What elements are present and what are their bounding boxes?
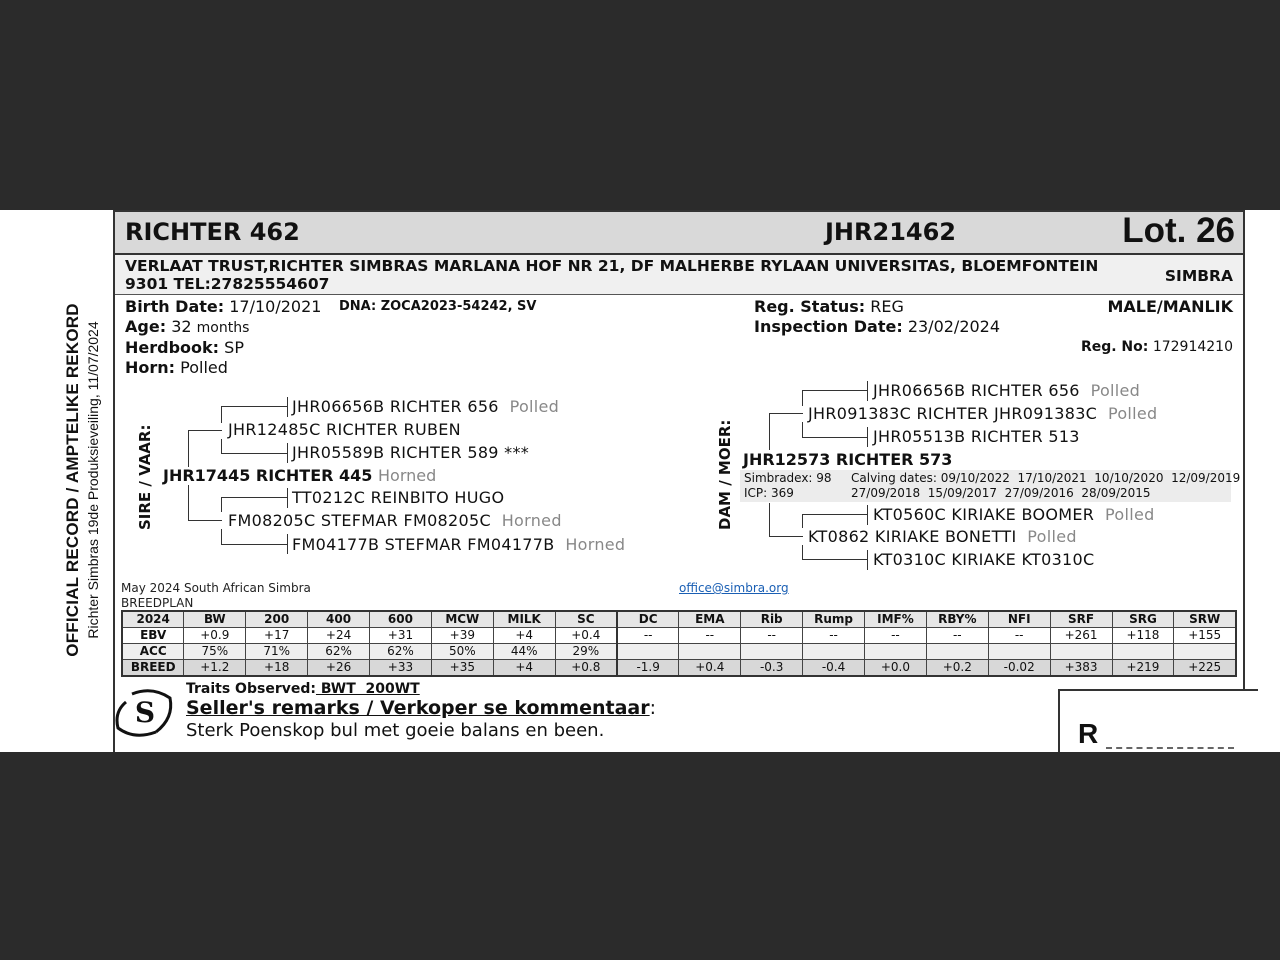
pedigree-line — [802, 390, 803, 406]
sire-dam: FM08205C STEFMAR FM08205C Horned — [228, 511, 562, 530]
birth-date-row: Birth Date: 17/10/2021 — [125, 297, 322, 316]
ebv-column-header: EMA — [679, 611, 741, 628]
ebv-cell: +0.4 — [555, 628, 617, 644]
calving-dates-line1: Calving dates: 09/10/2022 17/10/2021 10/10/2020 12/09/2019 — [851, 471, 1241, 485]
age-row: Age: 32 months — [125, 317, 250, 336]
pedigree-line — [802, 514, 868, 515]
ebv-row-acc — [122, 644, 1236, 660]
ebv-column-header: Rump — [803, 611, 865, 628]
ebv-column-header: SRG — [1112, 611, 1174, 628]
pedigree-line — [188, 485, 189, 521]
ebv-column-header: IMF% — [865, 611, 927, 628]
ebv-cell — [803, 644, 865, 660]
reg-status-row: Reg. Status: REG — [754, 297, 904, 316]
lot-number: Lot. 26 — [1122, 211, 1235, 250]
reg-status: REG — [870, 297, 904, 316]
auction-subtitle: Richter Simbras 19de Produksieveiling, 11/07/2024 — [85, 321, 101, 639]
pedigree-line — [221, 497, 287, 498]
ebv-cell: +24 — [308, 628, 370, 644]
contact-email-link[interactable]: office@simbra.org — [679, 581, 789, 595]
ebv-cell: +219 — [1112, 660, 1174, 677]
dam-performance-box — [740, 470, 1241, 502]
details-right — [754, 297, 1000, 337]
ebv-cell: +18 — [246, 660, 308, 677]
remarks-heading: Seller's remarks / Verkoper se kommentaar: — [186, 697, 657, 719]
dam-sire-dam: JHR05513B RICHTER 513 — [873, 427, 1080, 446]
ebv-cell: +261 — [1050, 628, 1112, 644]
animal-name: RICHTER 462 — [125, 218, 300, 246]
ebv-cell: -- — [679, 628, 741, 644]
ebv-cell: -- — [865, 628, 927, 644]
age-unit: months — [196, 320, 250, 336]
ebv-cell: 29% — [555, 644, 617, 660]
pedigree-line — [287, 488, 288, 508]
simbra-logo-icon — [112, 684, 178, 740]
ebv-cell: +0.9 — [184, 628, 246, 644]
pedigree-line — [221, 439, 222, 453]
pedigree-line — [769, 536, 803, 537]
dam-dam-sire: KT0560C KIRIAKE BOOMER Polled — [873, 505, 1155, 524]
ebv-row-label: ACC — [122, 644, 184, 660]
side-caption — [52, 300, 112, 660]
lot-header — [115, 212, 1243, 255]
pedigree-line — [867, 381, 868, 401]
pedigree-line — [188, 520, 222, 521]
pedigree-line — [802, 437, 868, 438]
ebv-cell: +0.8 — [555, 660, 617, 677]
ebv-cell: -0.3 — [741, 660, 803, 677]
pedigree-line — [221, 453, 287, 454]
ebv-cell: +0.0 — [865, 660, 927, 677]
ebv-cell: +35 — [431, 660, 493, 677]
ebv-row-label: EBV — [122, 628, 184, 644]
ebv-cell — [865, 644, 927, 660]
ebv-column-header: SC — [555, 611, 617, 628]
pedigree-line — [802, 514, 803, 528]
ebv-cell: 62% — [308, 644, 370, 660]
ebv-row-breed — [122, 660, 1236, 677]
horn-value: Polled — [180, 358, 228, 377]
pedigree-line — [769, 413, 803, 414]
price-entry-line[interactable] — [1106, 747, 1234, 749]
ebv-column-header: Rib — [741, 611, 803, 628]
reg-no-row: Reg. No: 172914210 — [1080, 339, 1233, 355]
ebv-cell: 62% — [370, 644, 432, 660]
sire-name: JHR17445 RICHTER 445 Horned — [163, 466, 437, 485]
pedigree-line — [221, 544, 287, 545]
sire-sire-dam: JHR05589B RICHTER 589 *** — [292, 443, 530, 462]
currency-label: R — [1078, 718, 1099, 749]
official-record-title: OFFICIAL RECORD / AMPTELIKE REKORD — [63, 303, 82, 657]
pedigree-line — [867, 427, 868, 447]
ebv-cell: 71% — [246, 644, 308, 660]
ebv-year-header: 2024 — [122, 611, 184, 628]
ebv-cell: -- — [803, 628, 865, 644]
ebv-cell: -- — [617, 628, 679, 644]
horn-row: Horn: Polled — [125, 358, 228, 377]
pedigree-line — [802, 390, 868, 391]
sex-label: MALE/MANLIK — [1107, 297, 1233, 316]
inspection-row: Inspection Date: 23/02/2024 — [754, 317, 1001, 336]
pedigree-line — [802, 545, 803, 560]
sire-sire: JHR12485C RICHTER RUBEN — [228, 420, 461, 439]
ebv-cell: +0.2 — [926, 660, 988, 677]
pedigree-line — [188, 430, 222, 431]
birth-date: 17/10/2021 — [229, 297, 322, 316]
ebv-table — [121, 610, 1237, 677]
ebv-column-header: 600 — [370, 611, 432, 628]
ebv-cell: +4 — [493, 628, 555, 644]
ebv-cell: -- — [741, 628, 803, 644]
ebv-cell: +4 — [493, 660, 555, 677]
pedigree-line — [867, 505, 868, 525]
ebv-column-header: DC — [617, 611, 679, 628]
ebv-cell — [926, 644, 988, 660]
ebv-column-header: SRW — [1174, 611, 1236, 628]
traits-observed: Traits Observed: BWT 200WT — [186, 681, 420, 697]
ebv-cell: +225 — [1174, 660, 1236, 677]
ebv-cell — [1174, 644, 1236, 660]
dam-sire-sire: JHR06656B RICHTER 656 Polled — [873, 381, 1141, 400]
ebv-cell: 50% — [431, 644, 493, 660]
ebv-row-ebv — [122, 628, 1236, 644]
details-left — [125, 297, 321, 378]
ebv-row-label: BREED — [122, 660, 184, 677]
ebv-cell: -0.02 — [988, 660, 1050, 677]
pedigree-line — [287, 534, 288, 554]
bid-price-box — [1058, 689, 1258, 752]
sire-dam-dam: FM04177B STEFMAR FM04177B Horned — [292, 535, 626, 554]
ebv-cell: +31 — [370, 628, 432, 644]
owner-address: VERLAAT TRUST,RICHTER SIMBRAS MARLANA HOF NR 21, DF MALHERBE RYLAAN UNIVERSITAS, BLOEMFONTEIN 9301 TEL:27825554607 — [125, 257, 1099, 293]
pedigree-line — [867, 550, 868, 570]
sire-dam-sire: TT0212C REINBITO HUGO — [292, 488, 505, 507]
ebv-cell: 75% — [184, 644, 246, 660]
ebv-cell: +1.2 — [184, 660, 246, 677]
pedigree-line — [769, 413, 770, 450]
breedplan-source: May 2024 South African Simbra BREEDPLAN — [121, 581, 311, 610]
calving-dates-line2: 27/09/2018 15/09/2017 27/09/2016 28/09/2015 — [851, 486, 1151, 500]
ebv-column-header: 400 — [308, 611, 370, 628]
ebv-cell — [617, 644, 679, 660]
traits-value: BWT 200WT — [315, 681, 420, 697]
pedigree-line — [287, 397, 288, 417]
ebv-cell: +33 — [370, 660, 432, 677]
herdbook-value: SP — [224, 338, 244, 357]
dam-dam-dam: KT0310C KIRIAKE KT0310C — [873, 550, 1095, 569]
ebv-column-header: MILK — [493, 611, 555, 628]
ebv-cell: +118 — [1112, 628, 1174, 644]
pedigree-line — [287, 443, 288, 463]
ebv-column-header: SRF — [1050, 611, 1112, 628]
age-value: 32 — [171, 317, 192, 336]
dna-info: DNA: ZOCA2023-54242, SV — [339, 299, 537, 314]
icp: ICP: 369 — [744, 486, 794, 500]
ebv-cell — [1050, 644, 1112, 660]
pedigree-line — [769, 503, 770, 536]
pedigree-line — [221, 406, 287, 407]
ebv-column-header: NFI — [988, 611, 1050, 628]
simbradex: Simbradex: 98 — [744, 471, 832, 485]
seller-remarks: Sterk Poenskop bul met goeie balans en been. — [186, 720, 605, 741]
svg-text:S: S — [134, 696, 156, 729]
herdbook-row: Herdbook: SP — [125, 338, 244, 357]
dam-sire: JHR091383C RICHTER JHR091383C Polled — [808, 404, 1158, 423]
ebv-cell: -0.4 — [803, 660, 865, 677]
ebv-cell: +17 — [246, 628, 308, 644]
ebv-cell — [679, 644, 741, 660]
pedigree-line — [802, 422, 803, 438]
ebv-cell: -- — [926, 628, 988, 644]
pedigree-line — [221, 529, 222, 544]
ebv-cell — [1112, 644, 1174, 660]
ebv-cell: +383 — [1050, 660, 1112, 677]
ebv-cell: -- — [988, 628, 1050, 644]
pedigree-line — [188, 430, 189, 467]
sire-section-label: SIRE / VAAR: — [136, 424, 154, 530]
ebv-cell: 44% — [493, 644, 555, 660]
breed-label: SIMBRA — [1164, 267, 1233, 285]
ebv-cell: +39 — [431, 628, 493, 644]
ebv-header-row — [122, 611, 1236, 628]
pedigree-line — [221, 497, 222, 512]
ebv-column-header: RBY% — [926, 611, 988, 628]
reg-no: 172914210 — [1152, 339, 1233, 355]
ebv-column-header: BW — [184, 611, 246, 628]
ebv-cell: +0.4 — [679, 660, 741, 677]
ebv-cell: -1.9 — [617, 660, 679, 677]
ebv-column-header: 200 — [246, 611, 308, 628]
ebv-cell — [988, 644, 1050, 660]
ebv-cell — [741, 644, 803, 660]
ebv-column-header: MCW — [431, 611, 493, 628]
dam-dam: KT0862 KIRIAKE BONETTI Polled — [808, 527, 1077, 546]
inspection-date: 23/02/2024 — [907, 317, 1001, 336]
ebv-cell: +26 — [308, 660, 370, 677]
pedigree-line — [221, 406, 222, 423]
owner-bar — [115, 255, 1243, 295]
sire-sire-sire: JHR06656B RICHTER 656 Polled — [292, 397, 560, 416]
animal-code: JHR21462 — [825, 218, 956, 246]
ebv-cell: +155 — [1174, 628, 1236, 644]
dam-name: JHR12573 RICHTER 573 — [743, 450, 953, 469]
dam-section-label: DAM / MOER: — [716, 419, 734, 530]
pedigree-line — [802, 559, 868, 560]
